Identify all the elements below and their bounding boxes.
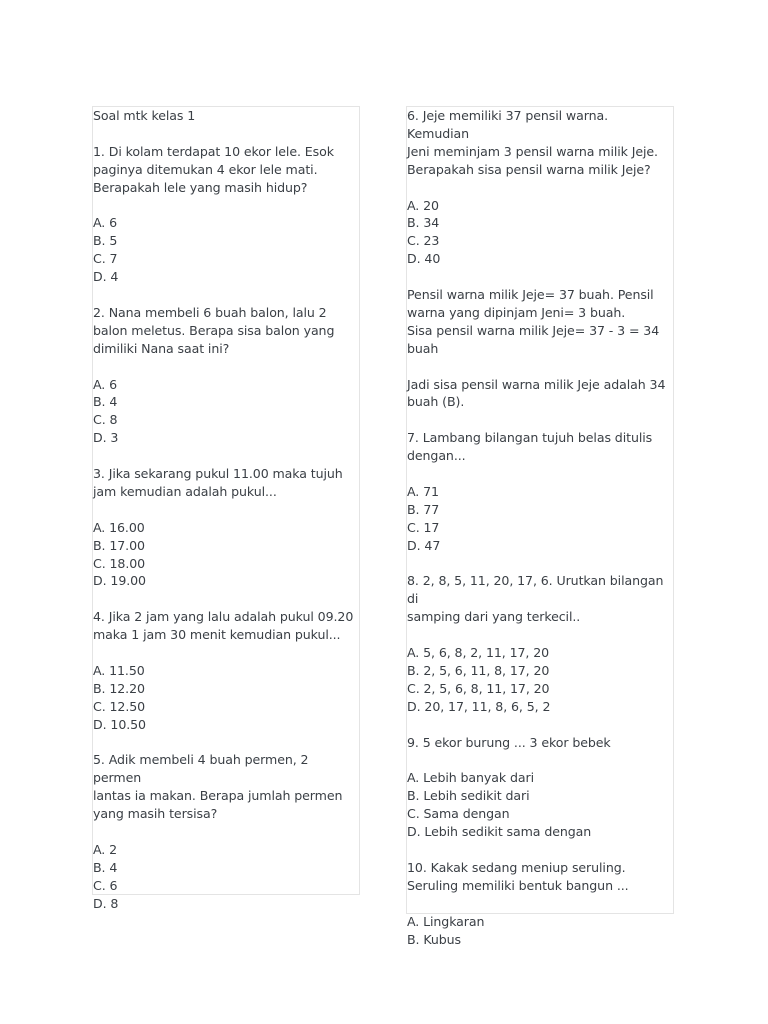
text-line bbox=[93, 286, 359, 304]
text-line: B. 4 bbox=[93, 859, 118, 875]
text-line: C. 2, 5, 6, 8, 11, 17, 20 bbox=[407, 680, 550, 696]
text-line: D. 3 bbox=[93, 430, 119, 446]
text-line: D. Lebih sedikit sama dengan bbox=[407, 824, 592, 840]
text-line: Pensil warna milik Jeje= 37 buah. Pensil bbox=[407, 287, 654, 303]
text-line bbox=[407, 465, 673, 483]
text-line: A. 16.00 bbox=[93, 519, 145, 535]
text-line: dimiliki Nana saat ini? bbox=[93, 340, 230, 356]
text-line: C. Sama dengan bbox=[407, 806, 510, 822]
text-line: B. 34 bbox=[407, 215, 440, 231]
text-line: C. 7 bbox=[93, 251, 118, 267]
text-line bbox=[407, 626, 673, 644]
text-line bbox=[93, 447, 359, 465]
text-line: buah bbox=[407, 340, 439, 356]
text-line: D. 10.50 bbox=[93, 716, 146, 732]
text-line: yang masih tersisa? bbox=[93, 806, 218, 822]
text-line: Berapakah lele yang masih hidup? bbox=[93, 179, 308, 195]
text-line bbox=[93, 197, 359, 215]
text-line: B. 77 bbox=[407, 501, 440, 517]
text-line: 7. Lambang bilangan tujuh belas ditulis bbox=[407, 430, 653, 446]
text-line: A. 5, 6, 8, 2, 11, 17, 20 bbox=[407, 645, 550, 661]
text-line: D. 20, 17, 11, 8, 6, 5, 2 bbox=[407, 698, 551, 714]
text-line: B. Lebih sedikit dari bbox=[407, 788, 530, 804]
text-line: maka 1 jam 30 menit kemudian pukul... bbox=[93, 627, 341, 643]
text-line: A. 2 bbox=[93, 842, 118, 857]
text-line: C. 6 bbox=[93, 877, 118, 893]
text-line bbox=[407, 268, 673, 286]
text-line: B. 5 bbox=[93, 233, 118, 249]
text-line: D. 4 bbox=[93, 269, 119, 285]
text-line: 1. Di kolam terdapat 10 ekor lele. Esok bbox=[93, 143, 334, 159]
text-line bbox=[407, 358, 673, 376]
left-text-column bbox=[92, 106, 360, 911]
text-line bbox=[93, 358, 359, 376]
text-line: balon meletus. Berapa sisa balon yang bbox=[93, 322, 335, 338]
text-line: C. 12.50 bbox=[93, 698, 146, 714]
text-line: 5. Adik membeli 4 buah permen, 2 permen bbox=[93, 752, 309, 786]
text-line: 3. Jika sekarang pukul 11.00 maka tujuh bbox=[93, 466, 343, 482]
text-line: samping dari yang terkecil.. bbox=[407, 609, 581, 625]
text-line: 2. Nana membeli 6 buah balon, lalu 2 bbox=[93, 304, 327, 320]
text-line: A. Lebih banyak dari bbox=[407, 770, 534, 786]
text-line bbox=[407, 179, 673, 197]
text-line bbox=[93, 501, 359, 519]
text-line: 8. 2, 8, 5, 11, 20, 17, 6. Urutkan bilangan di bbox=[407, 573, 664, 607]
text-line: 6. Jeje memiliki 37 pensil warna. Kemudian bbox=[407, 108, 608, 141]
text-line bbox=[407, 555, 673, 573]
text-line: C. 17 bbox=[407, 519, 440, 535]
text-line bbox=[93, 590, 359, 608]
text-line: buah (B). bbox=[407, 394, 465, 410]
text-line: C. 8 bbox=[93, 412, 118, 428]
text-line: Berapakah sisa pensil warna milik Jeje? bbox=[407, 161, 651, 177]
text-line: D. 47 bbox=[407, 537, 441, 553]
text-line: B. Kubus bbox=[407, 931, 461, 947]
text-line bbox=[407, 895, 673, 913]
text-line: D. 8 bbox=[93, 895, 119, 911]
text-line: jam kemudian adalah pukul... bbox=[93, 483, 277, 499]
text-line bbox=[93, 644, 359, 662]
text-line: A. 20 bbox=[407, 197, 439, 213]
text-line: Sisa pensil warna milik Jeje= 37 - 3 = 34 bbox=[407, 322, 660, 338]
text-line: B. 2, 5, 6, 11, 8, 17, 20 bbox=[407, 662, 550, 678]
text-line: 10. Kakak sedang meniup seruling. bbox=[407, 859, 626, 875]
text-line: A. 6 bbox=[93, 215, 118, 231]
text-line: A. 71 bbox=[407, 483, 439, 499]
text-line: B. 17.00 bbox=[93, 537, 145, 553]
text-line: Jeni meminjam 3 pensil warna milik Jeje. bbox=[407, 143, 658, 159]
text-line: 4. Jika 2 jam yang lalu adalah pukul 09.20 bbox=[93, 609, 354, 625]
text-line: D. 19.00 bbox=[93, 573, 146, 589]
text-line: warna yang dipinjam Jeni= 3 buah. bbox=[407, 304, 626, 320]
text-line: 9. 5 ekor burung ... 3 ekor bebek bbox=[407, 734, 611, 750]
text-line: Soal mtk kelas 1 bbox=[93, 108, 196, 123]
text-line: C. 18.00 bbox=[93, 555, 146, 571]
text-line: A. Lingkaran bbox=[407, 913, 485, 929]
text-line: dengan... bbox=[407, 448, 466, 464]
text-line: B. 4 bbox=[93, 394, 118, 410]
right-text-column bbox=[406, 106, 674, 947]
text-line bbox=[407, 841, 673, 859]
text-line bbox=[407, 716, 673, 734]
text-line bbox=[93, 734, 359, 752]
text-line: A. 6 bbox=[93, 376, 118, 392]
text-line bbox=[93, 125, 359, 143]
text-line: A. 11.50 bbox=[93, 662, 145, 678]
text-line bbox=[407, 752, 673, 770]
text-line bbox=[93, 823, 359, 841]
text-line: Jadi sisa pensil warna milik Jeje adalah 34 bbox=[407, 376, 666, 392]
text-line: lantas ia makan. Berapa jumlah permen bbox=[93, 788, 343, 804]
text-line bbox=[407, 411, 673, 429]
text-line: C. 23 bbox=[407, 233, 440, 249]
text-line: D. 40 bbox=[407, 251, 441, 267]
text-line: B. 12.20 bbox=[93, 680, 145, 696]
text-line: paginya ditemukan 4 ekor lele mati. bbox=[93, 161, 318, 177]
text-line: Seruling memiliki bentuk bangun ... bbox=[407, 877, 629, 893]
